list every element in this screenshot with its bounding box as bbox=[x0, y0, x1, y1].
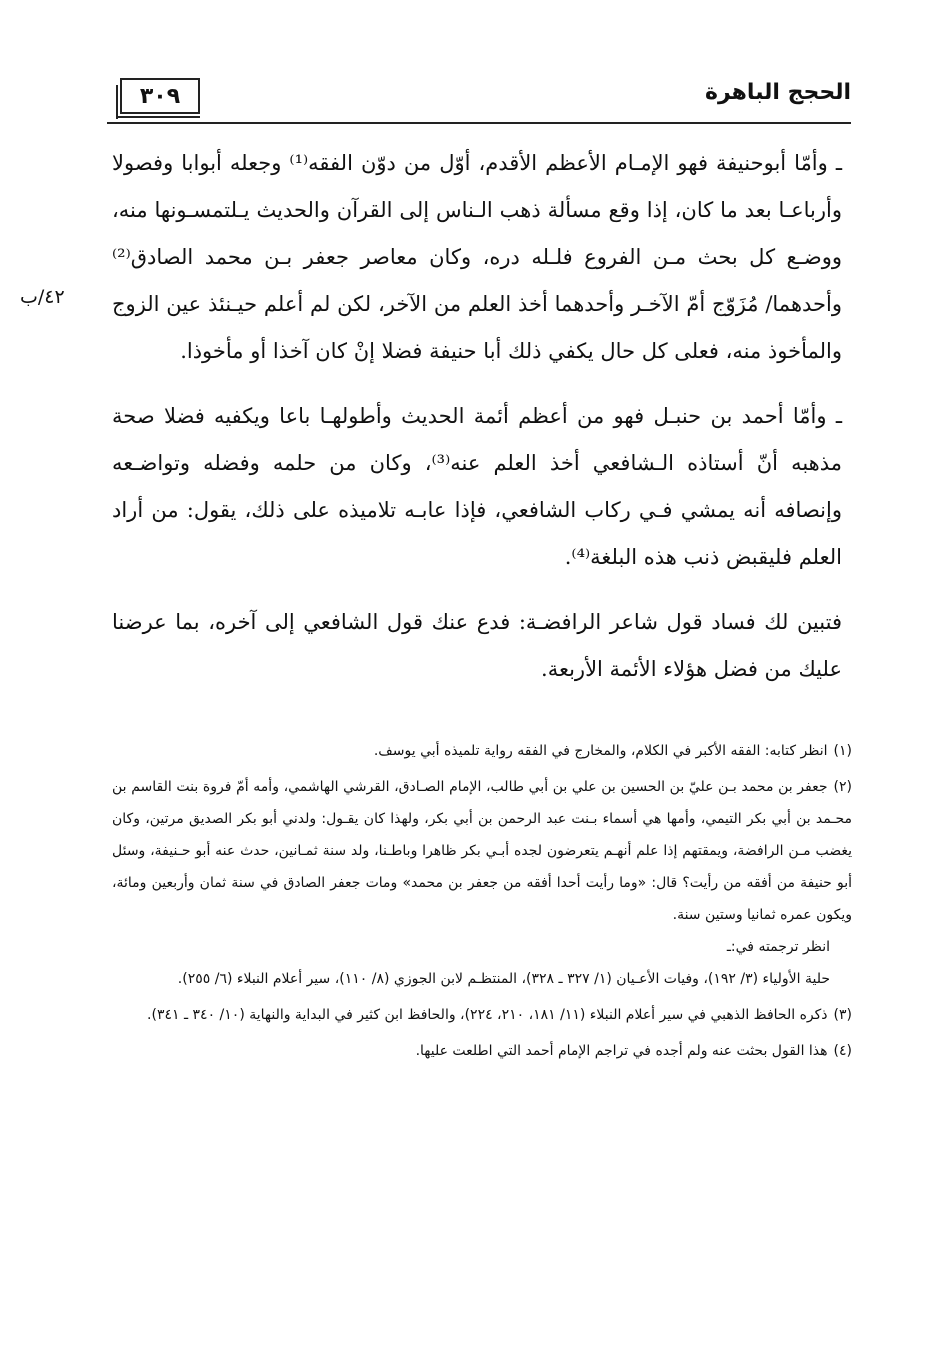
footnote-text: جعفر بن محمد بـن عليّ بن الحسين بن علي بن أبي طالب، الإمام الصـادق، القرشي الهاشمي، وأمه أمّ فروة بنت القاسم بن محـمد بن أبي بكر التيمي، وأمها هي أسماء بـنت عبد الرحمن بن أبي بكر، ولهذا كان يقـول: ولدني أبو بكر الصديق مرتين، وكان يغضب مـن الرافضة، ويمقتهم إذا علم أنهـم يتعرضون لجده أبـي بكر ظاهرا وباطـنا، ولد سنة ثمـانين، حدث عنه أبو حـنيفة، وسئل أبو حنيفة من أفقه من رأيت؟ قال: «وما رأيت أحدا أفقه من جعفر بن محمد» ومات جعفر الصادق في سنة ثمان وأربعين ومائة، ويكون عمره ثمانيا وستين سنة. bbox=[112, 779, 852, 923]
page-header bbox=[107, 70, 851, 124]
footnote-number: (١) bbox=[833, 743, 852, 759]
footnote-number: (٤) bbox=[833, 1043, 852, 1059]
paragraph-conclusion: فتبين لك فساد قول شاعر الرافضـة: فدع عنك قول الشافعي إلى آخره، بما عرضنا عليك من فضل هؤلاء الأئمة الأربعة. bbox=[112, 610, 842, 681]
paragraph-ahmad-ibn-hanbal: ـ وأمّا أحمد بن حنبـل فهو من أعظم أئمة الحديث وأطولهـا باعا ويكفيه فضلا صحة مذهبه أنّ أستاذه الـشافعي أخذ العلم عنه⁽³⁾، وكان من حلمه وفضله وتواضـعه وإنصافه أنه يمشي فـي ركاب الشافعي، فإذا عابـه تلاميذه على ذلك، يقول: من أراد العلم فليقبض ذنب هذه البلغة⁽⁴⁾. bbox=[112, 404, 843, 569]
footnote-text: انظر ترجمته في:ـ bbox=[726, 939, 830, 955]
footnote-text: حلية الأولياء (٣/ ١٩٢)، وفيات الأعـيان (١/ ٣٢٧ ـ ٣٢٨)، المنتظـم لابن الجوزي (٨/ ١١٠)، سير أعلام النبلاء (٦/ ٢٥٥). bbox=[177, 971, 830, 987]
main-text bbox=[112, 140, 842, 703]
running-title: الحجج الباهرة bbox=[705, 80, 851, 105]
footnote-number: (٢) bbox=[833, 779, 852, 795]
footnotes bbox=[112, 735, 852, 1071]
footnote-number: (٣) bbox=[833, 1007, 852, 1023]
footnote-4 bbox=[112, 1035, 852, 1067]
footnote-text: انظر كتابه: الفقه الأكبر في الكلام، والمخارج في الفقه رواية تلميذه أبي يوسف. bbox=[373, 743, 828, 759]
page-number: ٣٠٩ bbox=[120, 78, 200, 114]
footnote-1 bbox=[112, 735, 852, 767]
manuscript-folio-marker: ٤٢/ب bbox=[20, 286, 65, 308]
footnote-2 bbox=[112, 771, 852, 995]
footnote-text: ذكره الحافظ الذهبي في سير أعلام النبلاء (١١/ ١٨١، ٢١٠، ٢٢٤)، والحافظ ابن كثير في البداية والنهاية (١٠/ ٣٤٠ ـ ٣٤١). bbox=[147, 1007, 828, 1023]
footnote-3 bbox=[112, 999, 852, 1031]
paragraph-abu-hanifa: ـ وأمّا أبوحنيفة فهو الإمـام الأعظم الأقدم، أوّل من دوّن الفقه⁽¹⁾ وجعله أبوابا وفصولا وأرباعـا بعد ما كان، إذا وقع مسألة ذهب الـناس إلى القرآن والحديث يـلتمسـونها منه، ووضـع كل بحث مـن الفروع فلـله دره، وكان معاصر جعفر بـن محمد الصادق⁽²⁾ وأحدهما/ مُزَوّج أمّ الآخـر وأحدهما أخذ العلم من الآخر، لكن لم أعلم حيـنئذ عين الزوج والمأخوذ منه، فعلى كل حال يكفي ذلك أبا حنيفة فضلا إنْ كان آخذا أو مأخوذا. bbox=[112, 151, 842, 363]
footnote-text: هذا القول بحثت عنه ولم أجده في تراجم الإمام أحمد التي اطلعت عليها. bbox=[415, 1043, 828, 1059]
